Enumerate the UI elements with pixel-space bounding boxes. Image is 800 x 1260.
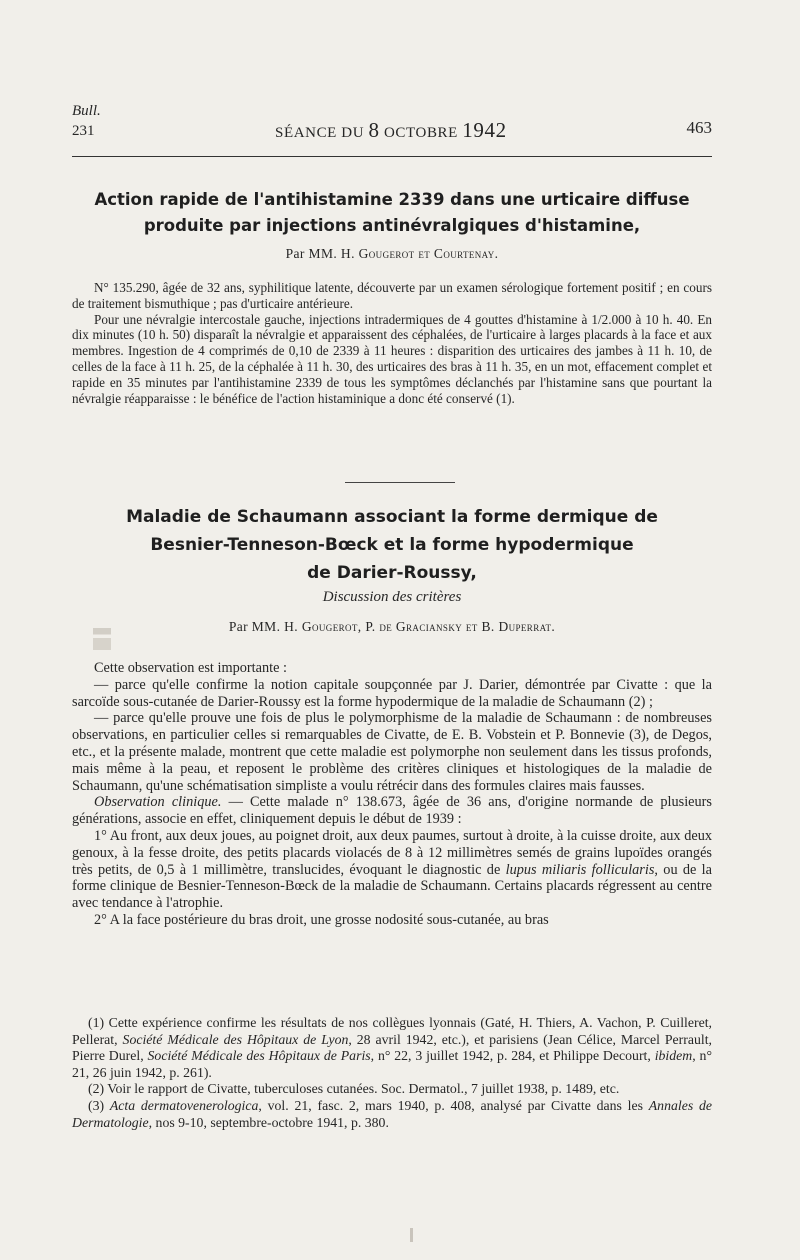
article1-authors-prefix: Par MM. <box>285 246 338 261</box>
article2-reason1: — parce qu'elle confirme la notion capitale soupçonnée par J. Darier, démontrée par Civatte : que la sarcoïde sous-cutanée de Darier-Roussy est la forme hypodermique de la maladie de Schaumann (2) ; <box>72 676 712 710</box>
library-stamp-icon <box>93 628 111 650</box>
seance-year: 1942 <box>462 118 507 142</box>
fn1-italic-3: ibidem <box>654 1048 693 1064</box>
fn1-c: , n° 22, 3 juillet 1942, p. 284, et Philippe Decourt, <box>370 1048 655 1064</box>
article1-authors <box>72 246 712 262</box>
article1-title <box>72 187 712 239</box>
observation-text: — Cette malade n° 138.673, âgée de 36 ans, d'origine normande de plusieurs générations, associe en effet, cliniquement depuis le début de 1939 : <box>72 794 712 828</box>
article2-authors <box>72 619 712 635</box>
article1-body <box>72 280 712 406</box>
article2-reason2: — parce qu'elle prouve une fois de plus le polymorphisme de la maladie de Schaumann : de nombreuses observations, en particulier celles si remarquables de Civatte, de E. B. Vobstein et P. Bonnevie (3), de Degos, etc., et la présente malade, montrent que cette maladie est polymorphe non seulement dans les tissus profonds, mais même à la peau, et reposent le problème des critères cliniques et histologiques de la maladie de Schaumann, qu'une schématisation simpliste a voulu rétrécir dans des formules claires mais fausses. <box>72 710 712 794</box>
item1-italic: lupus miliaris follicularis <box>505 861 655 878</box>
article2-authors-names: H. Gougerot, P. de Graciansky et B. Duperrat. <box>284 619 556 634</box>
bull-label: Bull. <box>72 103 101 119</box>
article1-title-line2: produite par injections antinévralgiques d'histamine, <box>143 216 641 235</box>
fn1-d: , n° 21, 26 juin 1942, p. 261). <box>72 1048 712 1080</box>
scan-mark-icon <box>410 1228 413 1242</box>
observation-label: Observation clinique. <box>94 794 222 811</box>
fn1-italic-1: Société Médicale des Hôpitaux de Lyon <box>122 1031 349 1047</box>
running-head-center <box>275 118 507 143</box>
footnote-2: (2) Voir le rapport de Civatte, tuberculoses cutanées. Soc. Dermatol., 7 juillet 1938, p. 1489, etc. <box>88 1081 620 1097</box>
seance-prefix: SÉANCE DU <box>275 125 365 141</box>
article2-intro: Cette observation est importante : <box>94 660 287 676</box>
fn1-b: , 28 avril 1942, etc.), et parisiens (Jean Célice, Marcel Perrault, Pierre Durel, <box>72 1031 712 1064</box>
article2-title <box>72 503 712 587</box>
article1-paragraph: N° 135.290, âgée de 32 ans, syphilitique latente, découverte par un examen sérologique fortement positif ; en cours de traitement bismuthique ; pas d'urticaire antérieure. <box>72 280 712 311</box>
article2-authors-prefix: Par MM. <box>228 619 281 634</box>
fn3-b: , vol. 21, fasc. 2, mars 1940, p. 408, analysé par Civatte dans les <box>258 1097 649 1113</box>
fn1-italic-2: Société Médicale des Hôpitaux de Paris <box>147 1048 371 1064</box>
seance-day: 8 <box>368 118 380 142</box>
article1-title-line1: Action rapide de l'antihistamine 2339 dans une urticaire diffuse <box>94 190 690 209</box>
article2-title-line2: Besnier-Tenneson-Bœck et la forme hypodermique <box>150 535 634 555</box>
article1-paragraph: Pour une névralgie intercostale gauche, injections intradermiques de 4 gouttes d'histamine à 1/2.000 à 10 h. 40. En dix minutes (10 h. 50) disparaît la névralgie et apparaissent des céphalées, de l'urticaire à larges placards à la face et aux membres. Ingestion de 4 comprimés de 0,10 de 2339 à 11 heures : disparition des urticaires des jambes à 11 h. 10, de celles de la face à 11 h. 25, de la céphalée à 11 h. 30, des urticaires des bras à 11 h. 35, en un mot, effacement complet et rapide en 35 minutes par l'antihistamine 2339 de tous les symptômes déclanchés par l'histamine sans que pourtant la névralgie réapparaisse : le bénéfice de l'action histaminique a donc été conservé (1). <box>72 311 712 406</box>
item1-text-b: , ou de la forme clinique de Besnier-Tenneson-Bœck de la maladie de Schaumann. Certains placards régressent au centre avec tendance à l'atrophie. <box>72 861 712 912</box>
article2-item1 <box>72 828 712 912</box>
footnotes <box>72 1015 712 1131</box>
running-head-left <box>72 101 101 141</box>
fn3-c: , nos 9-10, septembre-octobre 1941, p. 380. <box>148 1114 389 1130</box>
article2-subtitle: Discussion des critères <box>322 589 462 605</box>
fn3-italic-2: Annales de Dermatologie <box>72 1097 712 1130</box>
fn1-a: (1) Cette expérience confirme les résultats de nos collègues lyonnais (Gaté, H. Thiers, A. Vachon, P. Cuilleret, Pellerat, <box>72 1015 712 1047</box>
article2-body <box>72 660 712 929</box>
article1-authors-names: H. Gougerot et Courtenay. <box>340 246 499 261</box>
volume-number: 231 <box>72 123 95 139</box>
seance-month: OCTOBRE <box>383 125 458 141</box>
article-separator <box>345 482 455 483</box>
article2-item2: 2° A la face postérieure du bras droit, une grosse nodosité sous-cutanée, au bras <box>94 911 549 928</box>
fn3-italic-1: Acta dermatovenerologica <box>109 1097 259 1113</box>
article2-observation <box>72 794 712 828</box>
article2-title-line3: de Darier-Roussy, <box>307 563 477 583</box>
footnote-1 <box>72 1015 712 1081</box>
item1-text-a: 1° Au front, aux deux joues, au poignet droit, aux deux paumes, surtout à droite, à la cuisse droite, aux deux genoux, à la fesse droite, des petits placards violacés de 8 à 12 millimètres semés de grains lupoïdes orangés très petits, de 0,5 à 1 millimètre, translucides, évoquant le diagnostic de <box>72 827 712 878</box>
footnote-3 <box>72 1098 712 1131</box>
header-rule <box>72 156 712 157</box>
article2-title-line1: Maladie de Schaumann associant la forme dermique de <box>126 507 658 527</box>
page-number: 463 <box>686 118 712 137</box>
fn3-a: (3) <box>88 1097 110 1113</box>
